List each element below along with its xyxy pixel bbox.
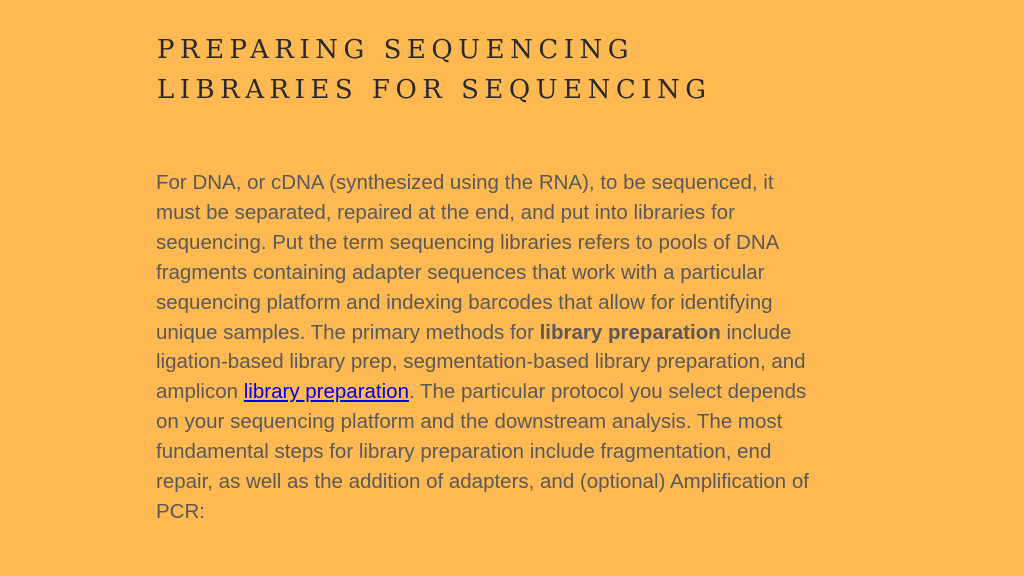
body-line: fragments containing adapter sequences that work with a particular — [156, 260, 765, 284]
library-preparation-link[interactable]: library preparation — [243, 380, 409, 404]
bold-term-library-preparation: library preparation — [539, 320, 721, 344]
body-line: must be separated, repaired at the end, and put into libraries for — [156, 200, 735, 224]
body-line: on your sequencing platform and the downstream analysis. The most — [156, 410, 783, 434]
body-line: sequencing. Put the term sequencing libraries refers to pools of DNA — [156, 230, 780, 254]
body-text-segment: unique samples. The primary methods for — [156, 320, 540, 344]
body-line: ligation-based library prep, segmentation-based library preparation, and — [156, 350, 806, 374]
slide-title-line-1: PREPARING SEQUENCING — [157, 35, 634, 65]
slide-title-line-2: LIBRARIES FOR SEQUENCING — [157, 75, 712, 105]
body-text-segment: . The particular protocol you select depends — [408, 380, 807, 404]
body-line: fundamental steps for library preparation include fragmentation, end — [156, 440, 772, 464]
body-line: sequencing platform and indexing barcodes that allow for identifying — [156, 290, 773, 314]
body-line: PCR: — [156, 499, 205, 523]
body-text-segment: amplicon — [156, 380, 244, 404]
body-line: repair, as well as the addition of adapters, and (optional) Amplification of — [156, 470, 809, 494]
body-line — [156, 377, 906, 407]
body-line — [156, 318, 906, 348]
body-text-segment: include — [720, 320, 792, 344]
slide-title — [157, 30, 857, 110]
body-line: For DNA, or cDNA (synthesized using the RNA), to be sequenced, it — [156, 171, 774, 194]
body-paragraph — [156, 168, 906, 527]
